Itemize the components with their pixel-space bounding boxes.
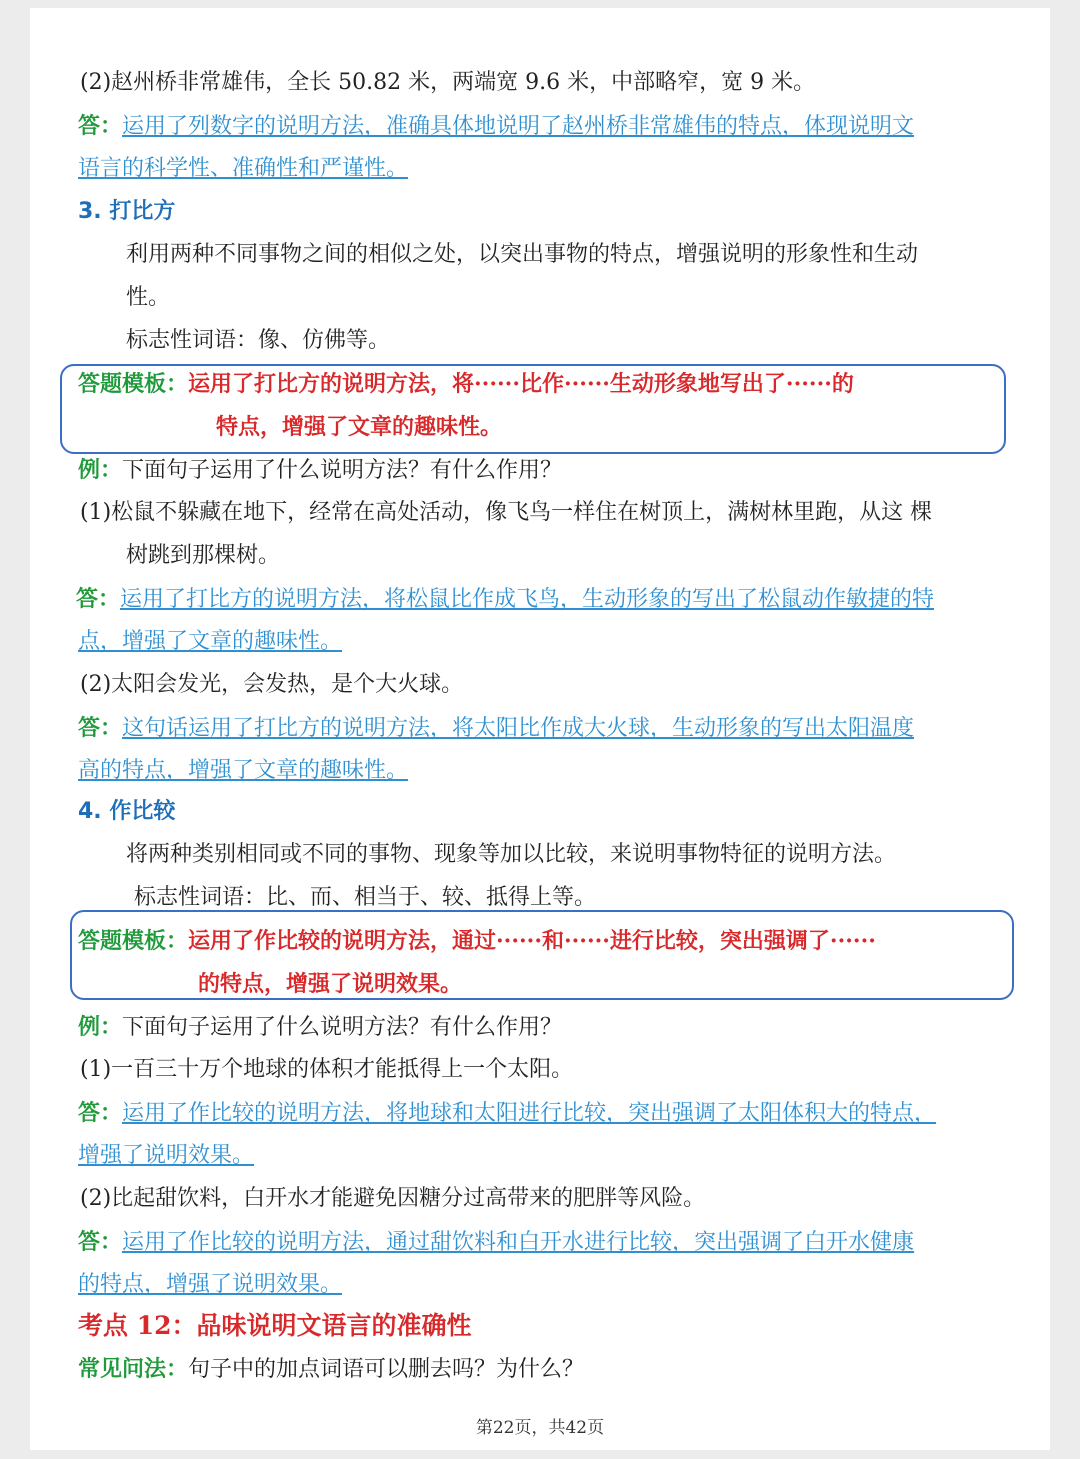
answer-label: 答：: [78, 113, 123, 139]
signal-words: 标志性词语：比、而、相当于、较、抵得上等。: [134, 885, 597, 910]
answer-text-cont: 点，增强了文章的趣味性。: [78, 629, 343, 654]
answer-text-cont: 增强了说明效果。: [78, 1143, 255, 1168]
example-question: 下面句子运用了什么说明方法？有什么作用？: [122, 1015, 563, 1040]
template-text-cont: 特点，增强了文章的趣味性。: [216, 414, 503, 440]
answer-text-cont: 语言的科学性、准确性和严谨性。: [78, 156, 409, 181]
template-text: 运用了作比较的说明方法，通过······和······进行比较，突出强调了······: [188, 928, 876, 954]
answer-text: 运用了列数字的说明方法，准确具体地说明了赵州桥非常雄伟的特点，体现说明文: [122, 114, 915, 139]
signal-words: 标志性词语：像、仿佛等。: [126, 328, 391, 353]
answer-text: 运用了作比较的说明方法，通过甜饮料和白开水进行比较，突出强调了白开水健康: [122, 1230, 915, 1255]
example-sentence-2: (2)比起甜饮料，白开水才能避免因糖分过高带来的肥胖等风险。: [80, 1186, 706, 1211]
example-label: 例：: [78, 457, 123, 483]
section-heading-4: 4. 作比较: [78, 799, 176, 824]
example-prompt: [78, 455, 562, 486]
definition-text: 利用两种不同事物之间的相似之处，以突出事物的特点，增强说明的形象性和生动: [126, 242, 919, 267]
example-sentence-1-cont: 树跳到那棵树。: [126, 543, 281, 568]
example-sentence-2: (2)太阳会发光，会发热，是个大火球。: [80, 672, 464, 697]
example-question: 下面句子运用了什么说明方法？有什么作用？: [122, 458, 563, 483]
answer-label: 答：: [76, 586, 121, 612]
section-heading-3: 3. 打比方: [78, 199, 176, 224]
answer-label: 答：: [78, 715, 123, 741]
answer-text-cont: 高的特点，增强了文章的趣味性。: [78, 758, 409, 783]
template-text: 运用了打比方的说明方法，将······比作······生动形象地写出了······的: [188, 371, 854, 397]
example-label: 例：: [78, 1014, 123, 1040]
answer-label: 答：: [78, 1229, 123, 1255]
example-sentence-1: (1)松鼠不躲藏在地下，经常在高处活动，像飞鸟一样住在树顶上，满树林里跑，从这 棵: [80, 500, 933, 525]
answer-paragraph: [78, 1098, 936, 1129]
definition-text: 将两种类别相同或不同的事物、现象等加以比较，来说明事物特征的说明方法。: [126, 842, 897, 867]
template-line: [78, 926, 876, 957]
template-label: 答题模板：: [78, 928, 189, 954]
common-question: [78, 1354, 584, 1385]
answer-paragraph: [78, 1227, 914, 1258]
example-2-text: (2)赵州桥非常雄伟，全长 50.82 米，两端宽 9.6 米，中部略窄，宽 9 米。: [80, 70, 816, 95]
page-number: 第22页，共42页: [475, 1418, 605, 1438]
answer-label: 答：: [78, 1100, 123, 1126]
common-question-label: 常见问法：: [78, 1356, 189, 1382]
example-sentence-1: (1)一百三十万个地球的体积才能抵得上一个太阳。: [80, 1057, 574, 1082]
answer-paragraph: [78, 111, 914, 142]
common-question-text: 句子中的加点词语可以删去吗？为什么？: [188, 1357, 585, 1382]
answer-text: 运用了打比方的说明方法，将松鼠比作成飞鸟，生动形象的写出了松鼠动作敏捷的特: [120, 587, 935, 612]
definition-text-cont: 性。: [126, 285, 171, 310]
exam-point-heading: 考点 12：品味说明文语言的准确性: [78, 1311, 472, 1340]
answer-text-cont: 的特点，增强了说明效果。: [78, 1272, 343, 1297]
document-page: [30, 8, 1050, 1450]
template-line: [78, 369, 854, 400]
answer-text: 运用了作比较的说明方法，将地球和太阳进行比较，突出强调了太阳体积大的特点，: [122, 1101, 937, 1126]
example-prompt: [78, 1012, 562, 1043]
answer-text: 这句话运用了打比方的说明方法，将太阳比作成大火球，生动形象的写出太阳温度: [122, 716, 915, 741]
answer-paragraph: [76, 584, 934, 615]
answer-paragraph: [78, 713, 914, 744]
template-label: 答题模板：: [78, 371, 189, 397]
template-text-cont: 的特点，增强了说明效果。: [198, 971, 463, 997]
